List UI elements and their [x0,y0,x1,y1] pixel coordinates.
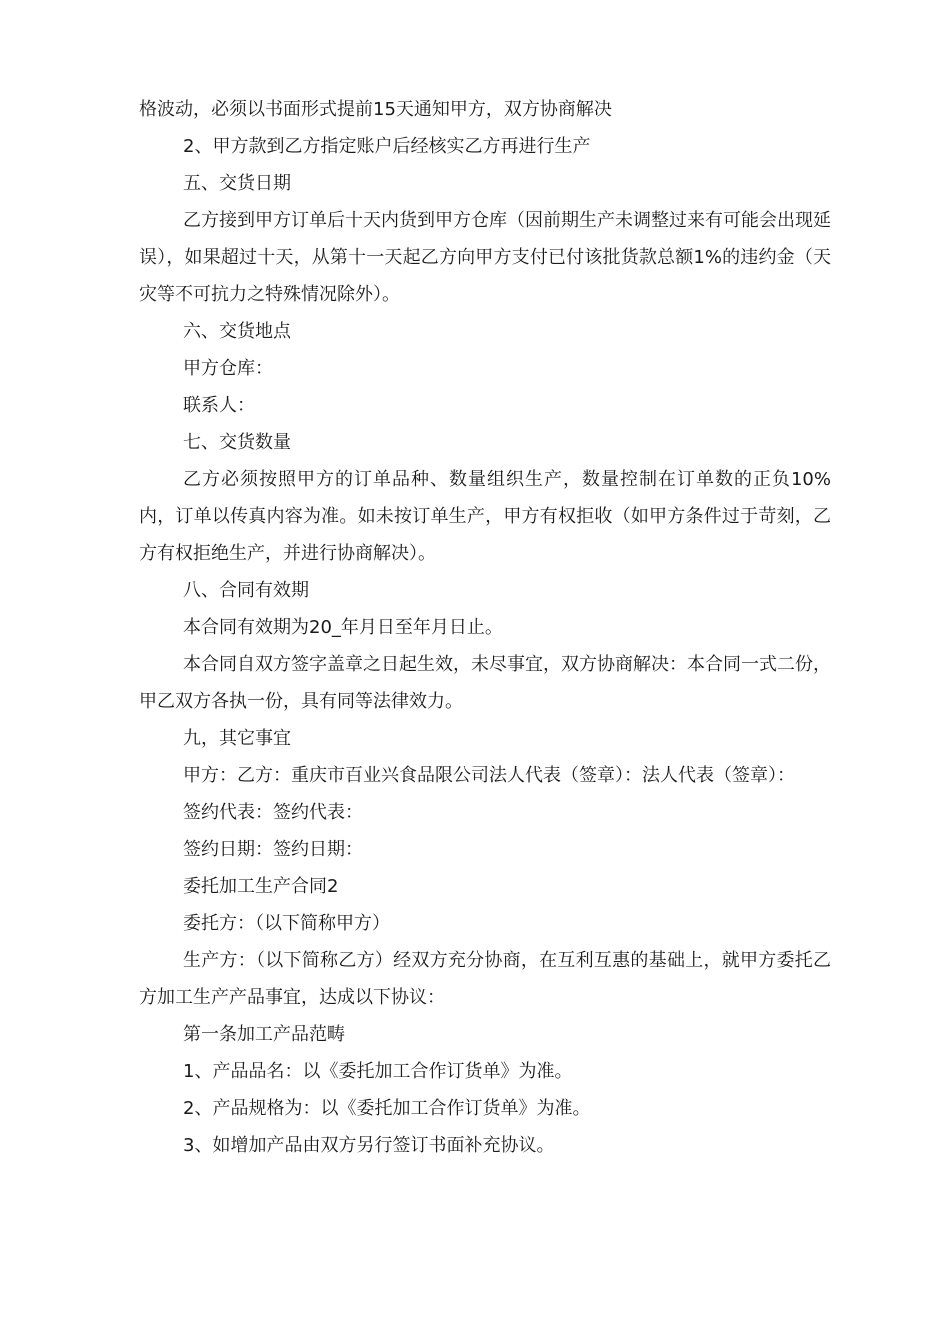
paragraph-payment-clause: 2、甲方款到乙方指定账户后经核实乙方再进行生产 [183,136,591,157]
signature-representatives: 签约代表：签约代表： [183,802,363,823]
field-contact-person: 联系人： [183,395,255,416]
document-body [139,91,831,1164]
section-heading-other-matters: 九，其它事宜 [183,728,291,749]
paragraph-continuation: 格波动，必须以书面形式提前15天通知甲方，双方协商解决 [139,99,612,120]
section-heading-delivery-location: 六、交货地点 [183,321,291,342]
paragraph-delivery-date: 乙方接到甲方订单后十天内货到甲方仓库（因前期生产未调整过来有可能会出现延误），如果超过十天，从第十一天起乙方向甲方支付已付该批货款总额1%的违约金（天灾等不可抗力之特殊情况除外）。 [139,210,831,305]
list-item-product-name: 1、产品品名：以《委托加工合作订货单》为准。 [183,1061,573,1082]
contract-title-2: 委托加工生产合同2 [183,876,339,897]
signature-parties: 甲方：乙方：重庆市百业兴食品限公司法人代表（签章）：法人代表（签章）： [183,765,795,786]
signature-dates: 签约日期：签约日期： [183,839,363,860]
list-item-product-spec: 2、产品规格为：以《委托加工合作订货单》为准。 [183,1098,591,1119]
paragraph-producer-intro: 生产方：（以下简称乙方）经双方充分协商，在互利互惠的基础上，就甲方委托乙方加工生产产品事宜，达成以下协议： [139,950,831,1008]
paragraph-validity-period: 本合同有效期为20_年月日至年月日止。 [183,617,503,638]
field-client: 委托方：（以下简称甲方） [183,913,390,934]
article-heading-product-scope: 第一条加工产品范畴 [183,1024,345,1045]
section-heading-delivery-quantity: 七、交货数量 [183,432,291,453]
paragraph-delivery-quantity: 乙方必须按照甲方的订单品种、数量组织生产，数量控制在订单数的正负10%内，订单以传真内容为准。如未按订单生产，甲方有权拒收（如甲方条件过于苛刻，乙方有权拒绝生产，并进行协商解决）。 [139,469,831,564]
list-item-additional-products: 3、如增加产品由双方另行签订书面补充协议。 [183,1135,555,1156]
section-heading-delivery-date: 五、交货日期 [183,173,291,194]
section-heading-validity: 八、合同有效期 [183,580,309,601]
field-warehouse: 甲方仓库： [183,358,273,379]
paragraph-effectiveness: 本合同自双方签字盖章之日起生效，未尽事宜，双方协商解决：本合同一式二份，甲乙双方各执一份，具有同等法律效力。 [139,654,831,712]
